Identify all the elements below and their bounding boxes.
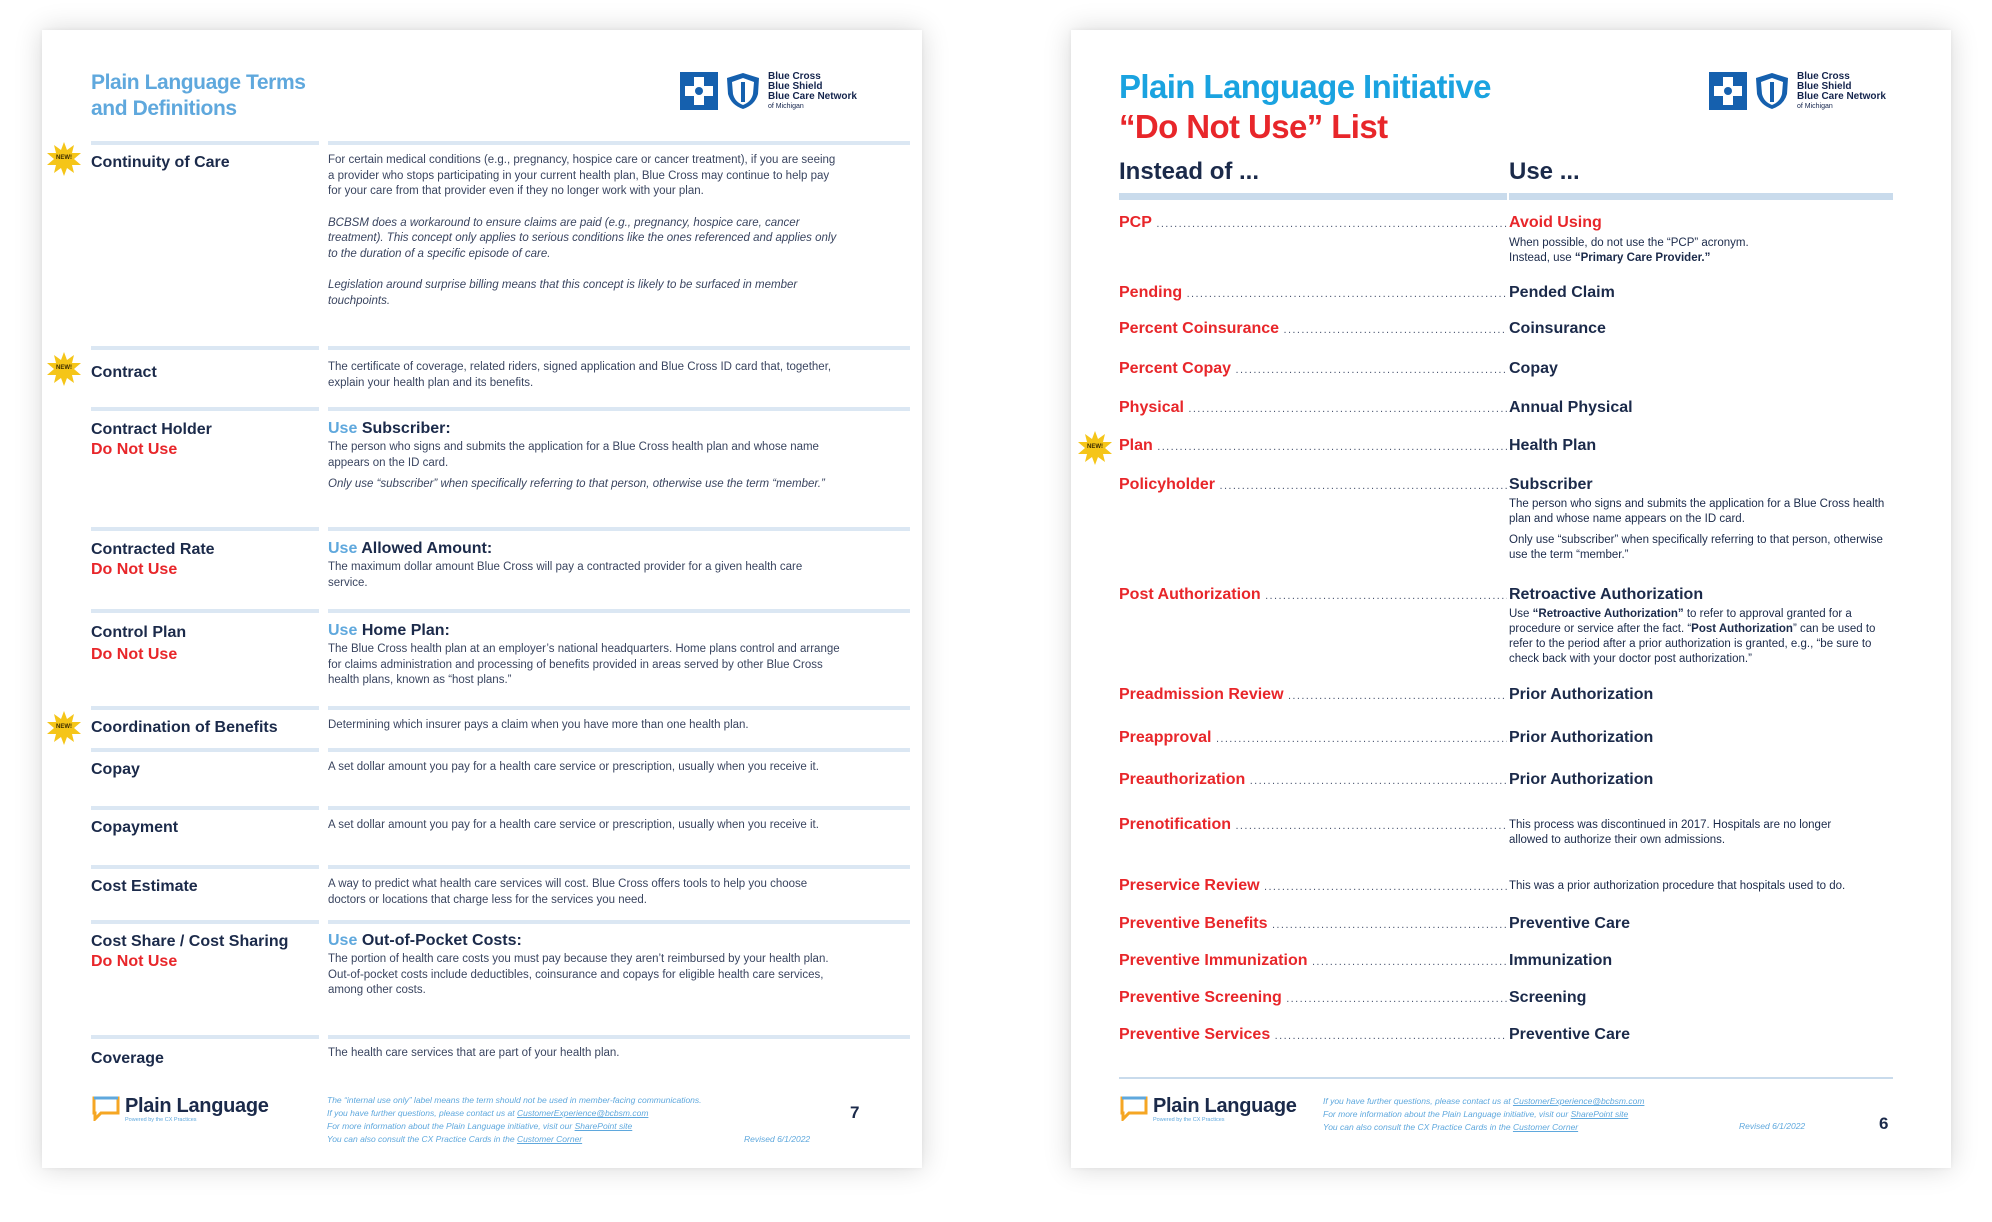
- divider: [91, 527, 319, 531]
- instead-term: Policyholder .....: [1119, 475, 1507, 496]
- term-name: Coverage: [91, 1050, 164, 1067]
- do-not-use-label: Do Not Use: [91, 646, 178, 663]
- bcbs-logo: Blue Cross Blue Shield Blue Care Network of Michigan: [1709, 72, 1886, 112]
- instead-term: Percent Copay .....: [1119, 359, 1507, 380]
- term-definition: The certificate of coverage, related riders, signed application and Blue Cross ID card that, together, explain your health plan and its benefits.: [328, 361, 832, 389]
- term-name: Cost Share / Cost Sharing Do Not Use: [91, 932, 319, 972]
- divider: [328, 1035, 910, 1039]
- divider: [328, 865, 910, 869]
- use-term: Prior Authorization: [1509, 729, 1654, 746]
- divider: [91, 920, 319, 924]
- use-term: This process was discontinued in 2017. Hospitals are no longer allowed to authorize their own admissions.: [1509, 819, 1832, 846]
- instead-term: Post Authorization .....: [1119, 585, 1507, 606]
- blue-cross-icon: [1709, 72, 1747, 110]
- divider: [91, 346, 319, 350]
- term-definition: Determining which insurer pays a claim when you have more than one health plan.: [328, 719, 749, 731]
- term-name: Contract: [91, 364, 157, 381]
- term-name: Copay: [91, 761, 140, 778]
- term-name: Coordination of Benefits: [91, 719, 278, 736]
- instead-term: Preventive Immunization .....: [1119, 951, 1507, 972]
- divider: [91, 407, 319, 411]
- plain-language-logo: Plain Language Powered by the CX Practices: [91, 1095, 269, 1124]
- divider: [91, 1035, 319, 1039]
- column-divider: [1119, 193, 1507, 200]
- divider: [328, 141, 910, 145]
- use-term: Screening: [1509, 989, 1587, 1006]
- speech-bubble-icon: [91, 1095, 121, 1121]
- term-definition: Use Subscriber: The person who signs and submits the application for a Blue Cross health plan and whose name appears on the ID card. Only use “subscriber” when specifically referring to that person, otherwise use the term “member.”: [328, 420, 825, 490]
- email-link[interactable]: CustomerExperience@bcbsm.com: [1512, 1096, 1645, 1106]
- page-subtitle: “Do Not Use” List: [1119, 108, 1388, 145]
- blue-cross-icon: [680, 72, 718, 110]
- instead-term: Preventive Screening .....: [1119, 988, 1507, 1009]
- instead-term: Physical .....: [1119, 398, 1507, 419]
- page-title: Plain Language Initiative: [1119, 68, 1491, 105]
- instead-term: Plan .....: [1119, 436, 1507, 457]
- term-definition: Use Home Plan: The Blue Cross health plan at an employer’s national headquarters. Home plans control and arrange for claims administration and processing of benefits provided in areas served by other Blue Cross health plans, known as “host plans.”: [328, 622, 840, 686]
- use-term: Copay: [1509, 360, 1558, 377]
- instead-term: Pending .....: [1119, 283, 1507, 304]
- divider: [91, 806, 319, 810]
- sharepoint-link[interactable]: SharePoint site: [574, 1121, 633, 1131]
- divider: [91, 748, 319, 752]
- column-header-instead: Instead of ...: [1119, 158, 1260, 185]
- instead-term: Preventive Benefits .....: [1119, 914, 1507, 935]
- term-definition: A way to predict what health care services will cost. Blue Cross offers tools to help you choose doctors or locations that charge less for the services you need.: [328, 878, 808, 906]
- footer-notes: The “internal use only” label means the term should not be used in member-facing communications. If you have further questions, please contact us at CustomerExperience@bcbsm.com For more information about the Plain Language initiative, visit our SharePoint site You can also consult the CX Practice Cards in the Customer Corner: [327, 1095, 702, 1144]
- use-term: Prior Authorization: [1509, 771, 1654, 788]
- term-name: Cost Estimate: [91, 878, 198, 895]
- footer-notes: If you have further questions, please contact us at CustomerExperience@bcbsm.com For more information about the Plain Language initiative, visit our SharePoint site You can also consult the CX Practice Cards in the Customer Corner: [1323, 1096, 1645, 1132]
- do-not-use-label: Do Not Use: [91, 953, 178, 970]
- divider: [91, 706, 319, 710]
- use-note: Use “Retroactive Authorization” to refer to approval granted for a procedure or service after the fact. “Post Authorization” can be used to refer to the period after a prior authorization is granted, e.g., “be sure to check back with your doctor post authorization.”: [1509, 608, 1876, 665]
- divider: [328, 609, 910, 613]
- do-not-use-label: Do Not Use: [91, 441, 178, 458]
- customer-corner-link[interactable]: Customer Corner: [516, 1134, 583, 1144]
- divider: [328, 527, 910, 531]
- term-definition: The health care services that are part of your health plan.: [328, 1047, 620, 1059]
- divider: [328, 806, 910, 810]
- divider: [328, 407, 910, 411]
- blue-shield-icon: [724, 72, 762, 110]
- instead-term: Preapproval .....: [1119, 728, 1507, 749]
- instead-term: PCP .....: [1119, 213, 1507, 234]
- term-definition: A set dollar amount you pay for a health care service or prescription, usually when you receive it.: [328, 761, 819, 773]
- use-term: Annual Physical: [1509, 399, 1633, 416]
- speech-bubble-icon: [1119, 1095, 1149, 1121]
- term-name: Control Plan Do Not Use: [91, 622, 319, 666]
- use-note: When possible, do not use the “PCP” acronym. Instead, use “Primary Care Provider.”: [1509, 237, 1749, 264]
- term-definition: Use Out-of-Pocket Costs: The portion of health care costs you must pay because they aren’t reimbursed by your health plan. Out-of-pocket costs include deductibles, coinsurance and copays for eligible health care services, among other costs.: [328, 932, 829, 996]
- revised-date: Revised 6/1/2022: [1739, 1121, 1806, 1131]
- customer-corner-link[interactable]: Customer Corner: [1512, 1122, 1579, 1132]
- divider: [328, 346, 910, 350]
- divider: [91, 141, 319, 145]
- term-definition: A set dollar amount you pay for a health care service or prescription, usually when you receive it.: [328, 819, 819, 831]
- footer-divider: [1119, 1077, 1893, 1079]
- use-term: Subscriber: [1509, 476, 1593, 493]
- instead-term: Percent Coinsurance .....: [1119, 319, 1507, 340]
- instead-term: Preadmission Review .....: [1119, 685, 1507, 706]
- divider: [328, 706, 910, 710]
- sharepoint-link[interactable]: SharePoint site: [1570, 1109, 1629, 1119]
- use-term: Preventive Care: [1509, 915, 1630, 932]
- page-number: 7: [850, 1103, 860, 1122]
- divider: [328, 920, 910, 924]
- revised-date: Revised 6/1/2022: [744, 1134, 811, 1144]
- use-term: Prior Authorization: [1509, 686, 1654, 703]
- bcbs-logo: Blue Cross Blue Shield Blue Care Network of Michigan: [680, 72, 857, 112]
- page-number: 6: [1879, 1114, 1889, 1133]
- use-term: Avoid Using: [1509, 214, 1602, 231]
- instead-term: Prenotification .....: [1119, 815, 1507, 836]
- use-term: Coinsurance: [1509, 320, 1606, 337]
- use-term: Retroactive Authorization: [1509, 586, 1704, 603]
- term-definition: For certain medical conditions (e.g., pregnancy, hospice care or cancer treatment), if you are seeing a provider who stops participating in your current health plan, Blue Cross may continue to help pay for your care from that provider even if they no longer work with your plan. BCBSM does a workaround to ensure claims are paid (e.g., pregnancy, hospice care, cancer treatment). This concept only applies to serious conditions like the ones referenced and applies only to the duration of a specific episode of care. Legislation around surprise billing means that this concept is likely to be surfaced in member touchpoints.: [328, 154, 837, 307]
- term-name: Contract Holder Do Not Use: [91, 420, 319, 460]
- blue-shield-icon: [1753, 72, 1791, 110]
- term-name: Copayment: [91, 819, 179, 836]
- page-do-not-use-list: Plain Language Initiative “Do Not Use” List Blue Cross Blue Shield Blue Care Network of Michigan Instead of ... Use ... PCP ..... Avoid Using When possible, do not use the “PCP” acronym. Instead, use “Primary Care Provider.” Pending ..... Pended Claim Percent Coinsurance ..... Coinsurance Percent Copay ..... Copay Physical ..... Annual Physical Plan ..... Health Plan Policyholder ..... Subscriber The person who signs and submits the application for a Blue Cross health plan and whose name appears on the ID card. Only use “subscriber” when specifically referring to that person, otherwise use the term “member.” Post Authorization ..... Retroactive Authorization Use “Retroactive Authorization” to refer to approval granted for a procedure or service after the fact. “Post Authorization” can be used to refer to the period after a prior authorization is granted, e.g., “be sure to check back with your doctor post authorization.” Preadmission Review ..... Prior Authorization Preapproval ..... Prior Authorization Preauthorization ..... Prior Authorization Prenotification ..... This process was discontinued in 2017. Hospitals are no longer allowed to authorize their own admissions. Preservice Review ..... This was a prior authorization procedure that hospitals used to do. Preventive Benefits ..... Preventive Care Preventive Immunization ..... Immunization Preventive Screening ..... Screening Preventive Services ..... Preventive Care NEW! Plain Language Powered by the CX Practices If you have further questions, please contact us at CustomerExperience@bcbsm.com For more information about the Plain Language initiative, visit our SharePoint site You can also consult the CX Practice Cards in the Customer Corner Revised 6/1/2022 6: [1071, 30, 1951, 1168]
- divider: [91, 609, 319, 613]
- divider: [91, 865, 319, 869]
- column-divider: [1509, 193, 1893, 200]
- plain-language-logo: Plain Language Powered by the CX Practices: [1119, 1095, 1297, 1124]
- term-name: Contracted Rate Do Not Use: [91, 540, 319, 580]
- do-not-use-label: Do Not Use: [91, 561, 178, 578]
- instead-term: Preventive Services .....: [1119, 1025, 1507, 1046]
- page-title: Plain Language Terms and Definitions: [91, 71, 306, 120]
- email-link[interactable]: CustomerExperience@bcbsm.com: [516, 1108, 649, 1118]
- instead-term: Preauthorization .....: [1119, 770, 1507, 791]
- use-term: Health Plan: [1509, 437, 1597, 454]
- use-term: This was a prior authorization procedure that hospitals used to do.: [1509, 880, 1846, 892]
- use-term: Preventive Care: [1509, 1026, 1630, 1043]
- use-term: Pended Claim: [1509, 284, 1615, 301]
- page-terms-definitions: Plain Language Terms and Definitions Blue Cross Blue Shield Blue Care Network of Michigan Continuity of Care For certain medical conditions (e.g., pregnancy, hospice care or cancer treatment), if you are seeing a provider who stops participating in your current health plan, Blue Cross may continue to help pay for your care from that provider even if they no longer work with your plan. BCBSM does a workaround to ensure claims are paid (e.g., pregnancy, hospice care, cancer treatment). This concept only applies to serious conditions like the ones referenced and applies only to the duration of a specific episode of care. Legislation around surprise billing means that this concept is likely to be surfaced in member touchpoints. Contract The certificate of coverage, related riders, signed application and Blue Cross ID card that, together, explain your health plan and its benefits. Contract Holder Do Not Use Use Subscriber: The person who signs and submits the application for a Blue Cross health plan and whose name appears on the ID card. Only use “subscriber” when specifically referring to that person, otherwise use the term “member.” Contracted Rate Do Not Use Use Allowed Amount: The maximum dollar amount Blue Cross will pay a contracted provider for a given health care service. Control Plan Do Not Use Use Home Plan: The Blue Cross health plan at an employer’s national headquarters. Home plans control and arrange for claims administration and processing of benefits provided in areas served by other Blue Cross health plans, known as “host plans.” Coordination of Benefits Determining which insurer pays a claim when you have more than one health plan. Copay A set dollar amount you pay for a health care service or prescription, usually when you receive it. Copayment A set dollar amount you pay for a health care service or prescription, usually when you receive it. Cost Estimate A way to predict what health care services will cost. Blue Cross offers tools to help you choose doctors or locations that charge less for the services you need. Cost Share / Cost Sharing Do Not Use Use Out-of-Pocket Costs: The portion of health care costs you must pay because they aren’t reimbursed by your health plan. Out-of-pocket costs include deductibles, coinsurance and copays for eligible health care services, among other costs. Coverage The health care services that are part of your health plan. NEW! NEW! NEW! Plain Language Powered by the CX Practices The “internal use only” label means the term should not be used in member-facing communications. If you have further questions, please contact us at CustomerExperience@bcbsm.com For more information about the Plain Language initiative, visit our SharePoint site You can also consult the CX Practice Cards in the Customer Corner Revised 6/1/2022 7: [42, 30, 922, 1168]
- use-term: Immunization: [1509, 952, 1613, 969]
- divider: [328, 748, 910, 752]
- term-name: Continuity of Care: [91, 154, 230, 171]
- use-note: The person who signs and submits the application for a Blue Cross health plan and whose name appears on the ID card. Only use “subscriber” when specifically referring to that person, otherwise use the term “member.”: [1509, 498, 1885, 561]
- term-definition: Use Allowed Amount: The maximum dollar amount Blue Cross will pay a contracted provider for a given health care service.: [328, 540, 803, 589]
- column-header-use: Use ...: [1509, 158, 1580, 185]
- instead-term: Preservice Review .....: [1119, 876, 1507, 897]
